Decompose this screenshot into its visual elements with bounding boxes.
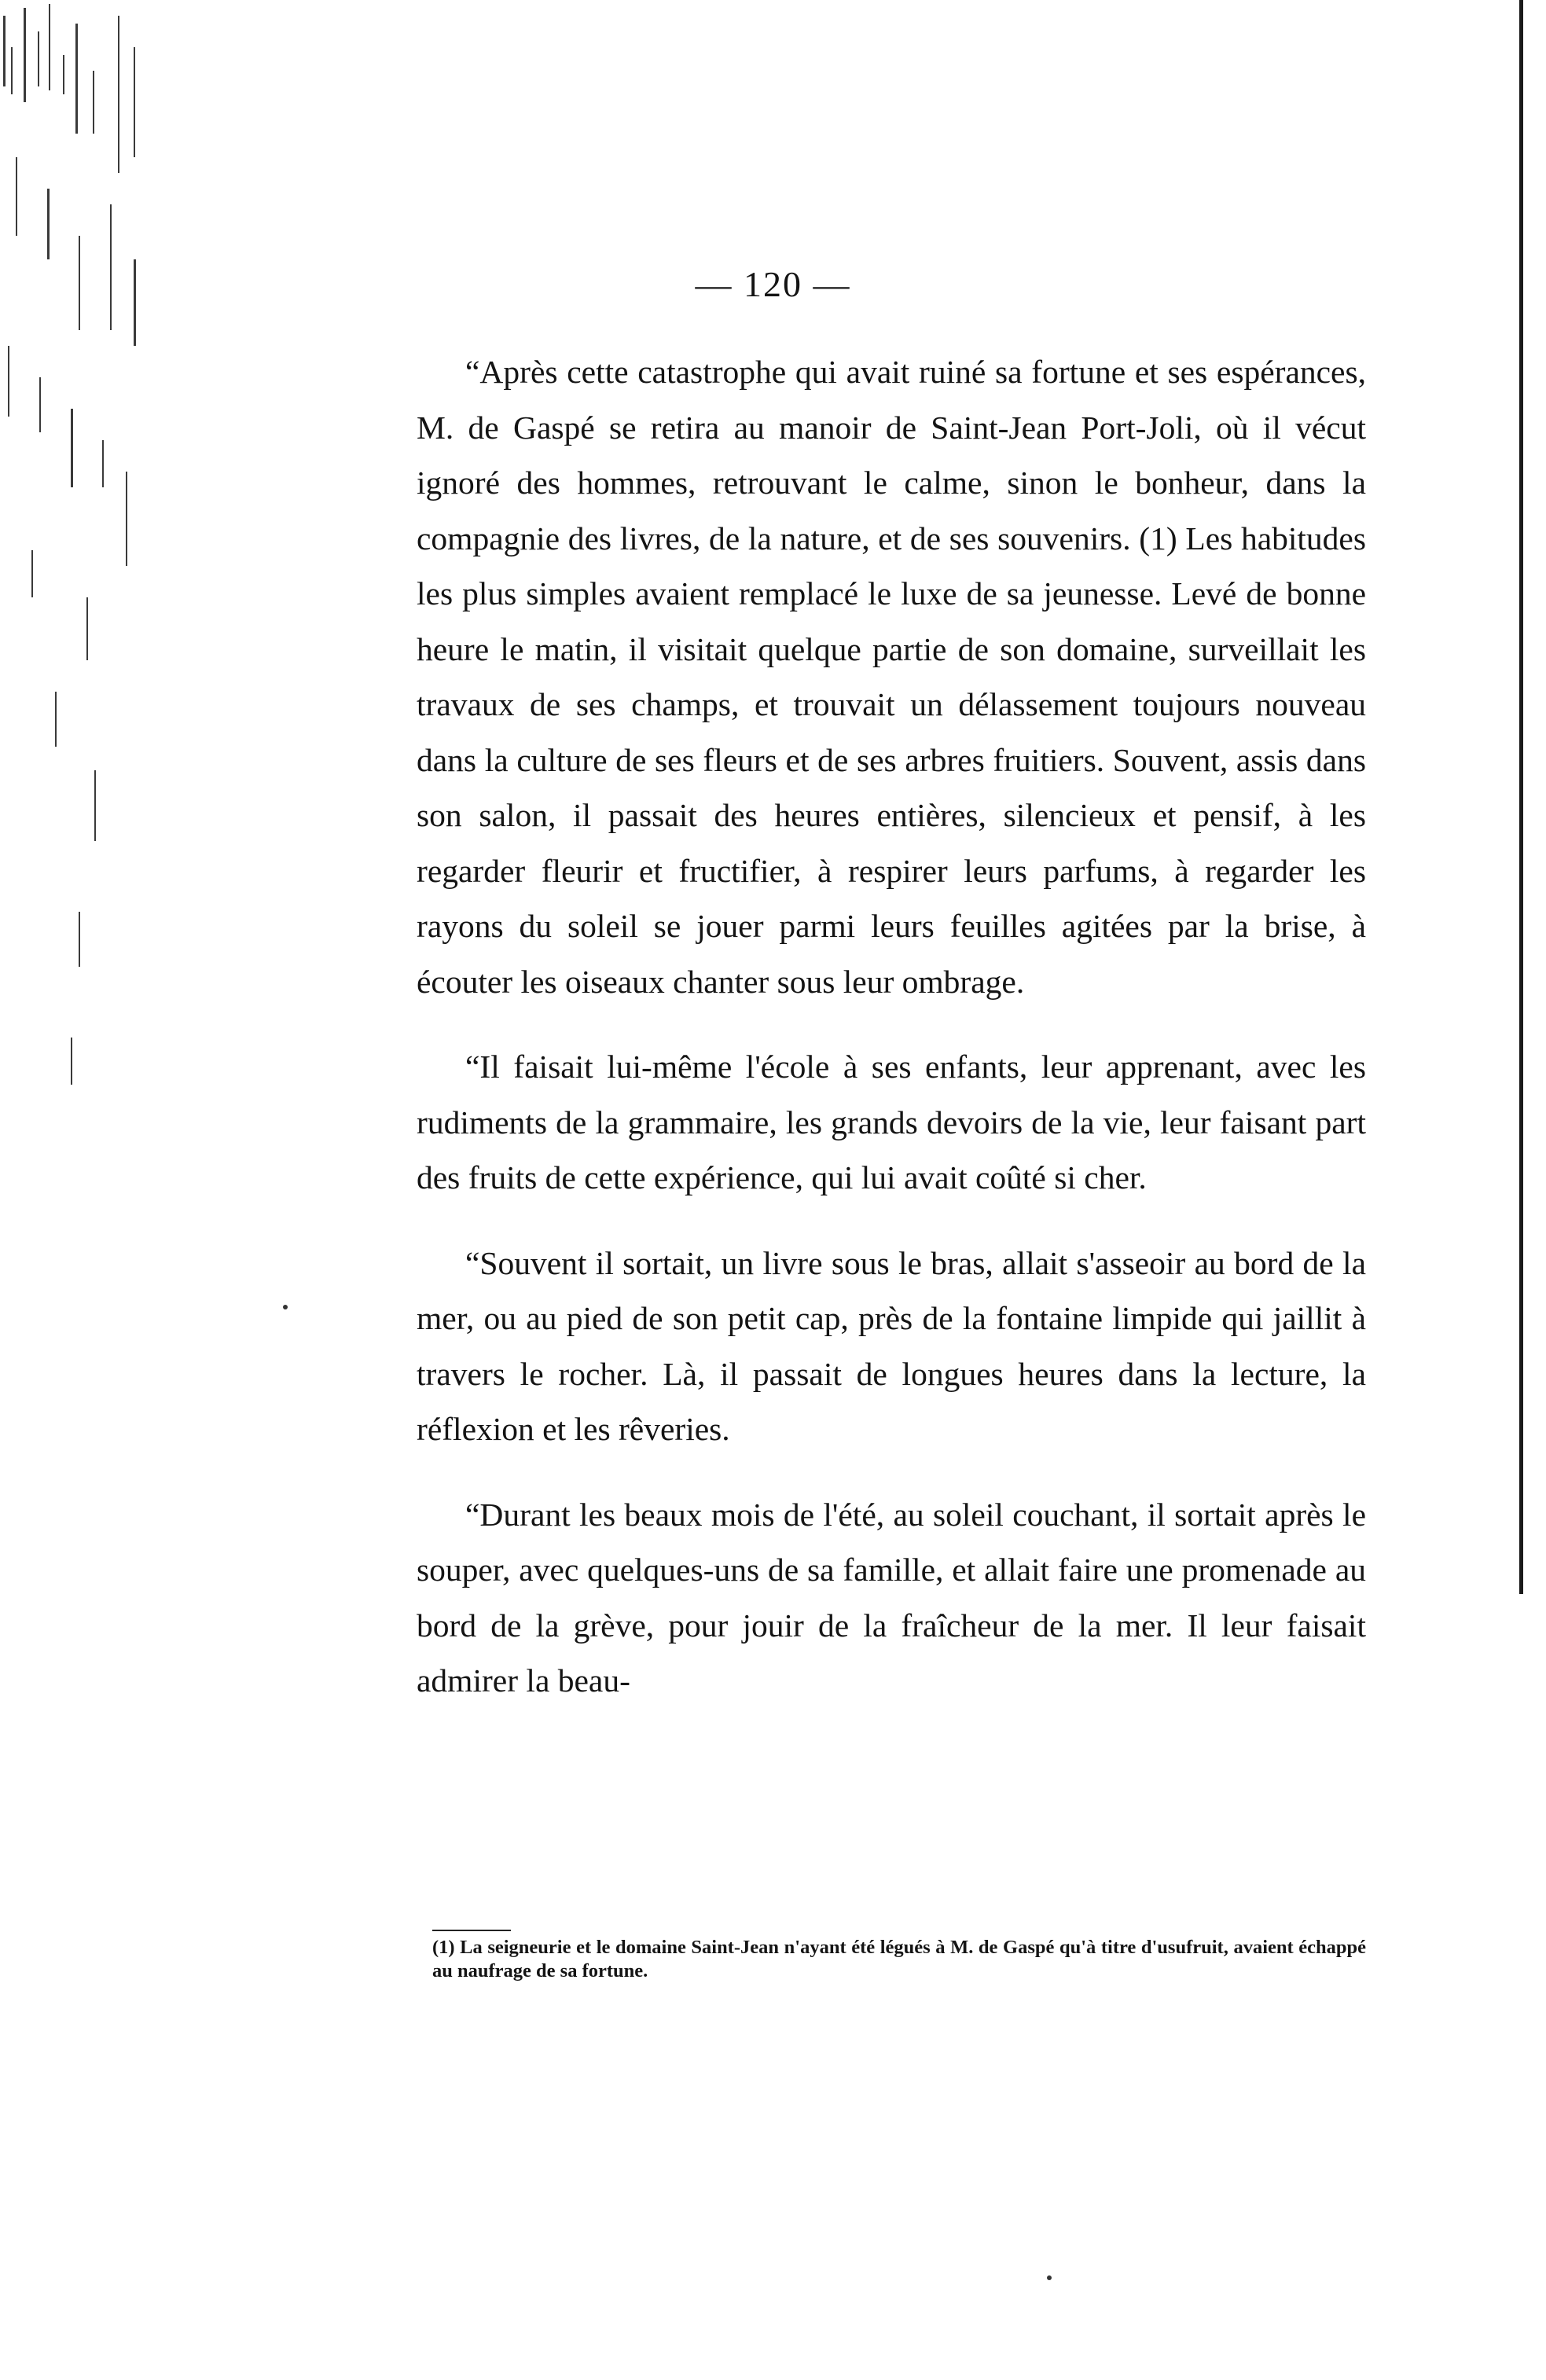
paragraph: “Il faisait lui-même l'école à ses enfants, leur apprenant, avec les rudiments de la grammaire, les grands devoirs de la vie, leur faisant part des fruits de cette expérience, qui lui avait coûté si cher. — [417, 1049, 1366, 1196]
footnote-rule — [432, 1930, 511, 1931]
paragraph: “Souvent il sortait, un livre sous le bras, allait s'asseoir au bord de la mer, ou au pied de son petit cap, près de la fontaine limpide qui jaillit à travers le rocher. Là, il passait de longues heures dans la lecture, la réflexion et les rêveries. — [417, 1244, 1366, 1447]
footnote: (1) La seigneurie et le domaine Saint-Jean n'ayant été légués à M. de Gaspé qu'à titre d'usufruit, avaient échappé au naufrage de sa fortune. — [432, 1937, 1366, 1981]
page-number: — 120 — — [695, 264, 851, 304]
page-edge-rule — [1519, 0, 1523, 1594]
scan-gutter-noise — [0, 0, 181, 1258]
scan-speck — [283, 1305, 288, 1309]
scan-speck — [1047, 2275, 1052, 2280]
body-text — [417, 344, 1366, 1709]
paragraph: “Après cette catastrophe qui avait ruiné sa fortune et ses espérances, M. de Gaspé se retira au manoir de Saint-Jean Port-Joli, où il vécut ignoré des hommes, retrouvant le calme, sinon le bonheur, dans la compagnie des livres, de la nature, et de ses souvenirs. (1) Les habitudes les plus simples avaient remplacé le luxe de sa jeunesse. Levé de bonne heure le matin, il visitait quelque partie de son domaine, surveillait les travaux de ses champs, et trouvait un délassement toujours nouveau dans la culture de ses fleurs et de ses arbres fruitiers. Souvent, assis dans son salon, il passait des heures entières, silencieux et pensif, à les regarder fleurir et fructifier, à respirer leurs parfums, à regarder les rayons du soleil se jouer parmi leurs feuilles agitées par la brise, à écouter les oiseaux chanter sous leur ombrage. — [417, 354, 1366, 1000]
paragraph: “Durant les beaux mois de l'été, au soleil couchant, il sortait après le souper, avec quelques-uns de sa famille, et allait faire une promenade au bord de la grève, pour jouir de la fraîcheur de la mer. Il leur faisait admirer la beau- — [417, 1496, 1366, 1699]
